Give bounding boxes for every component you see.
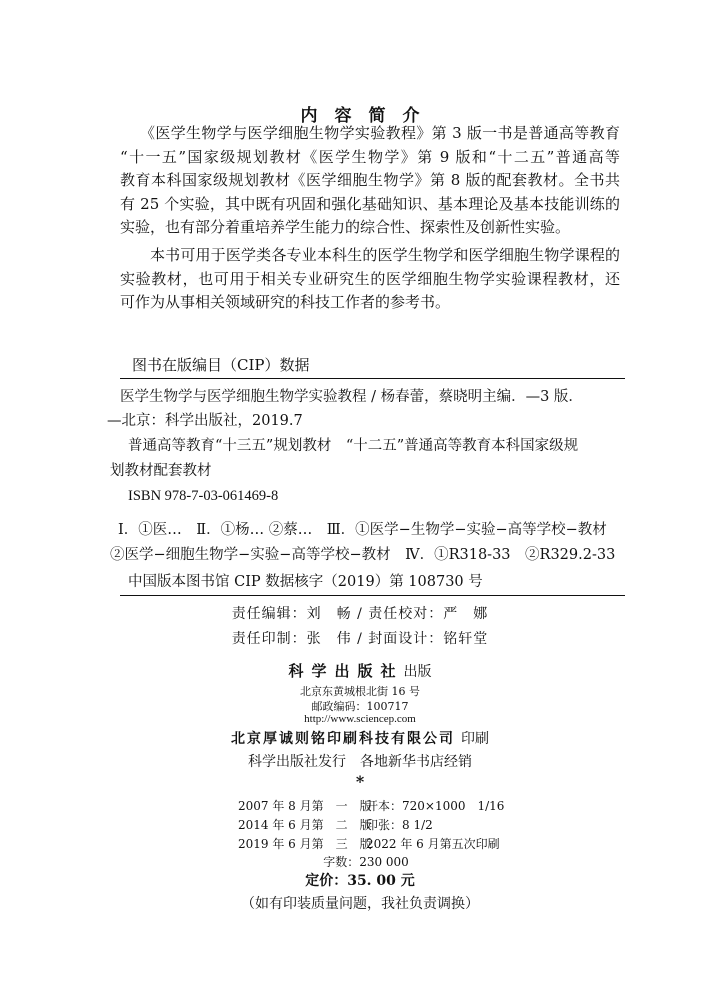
publisher-address: 北京东黄城根北街 16 号 — [300, 685, 420, 698]
intro-paragraph-2 — [120, 244, 620, 315]
edition-info: 印张：8 1/2 — [366, 818, 433, 832]
edition-date: 2014 年 6 月第 二 版 — [238, 818, 372, 832]
intro-line: 实验教材，也可用于相关专业研究生的医学细胞生物学实验课程教材，还 — [120, 269, 620, 288]
cip-line: 医学生物学与医学细胞生物学实验教程 / 杨春蕾，蔡晓明主编．—3 版． — [120, 389, 583, 405]
cip-number: 中国版本图书馆 CIP 数据核字（2019）第 108730 号 — [128, 574, 483, 590]
intro-line: 教育本科国家级规划教材《医学细胞生物学》第 8 版的配套教材。全书共 — [120, 171, 620, 190]
cip-bottom-rule — [120, 595, 625, 596]
publisher-line — [0, 660, 720, 681]
publisher-url: http://www.sciencep.com — [304, 713, 416, 725]
intro-paragraph-1 — [120, 122, 620, 240]
printer-name: 北京厚诚则铭印刷科技有限公司 — [231, 731, 455, 747]
page-title: 内容简介 — [300, 106, 437, 126]
edition-table — [238, 797, 538, 854]
edition-row — [238, 816, 538, 835]
printer-suffix: 印刷 — [461, 731, 489, 747]
printer-line — [0, 728, 720, 748]
edition-info: 2022 年 6 月第五次印刷 — [366, 837, 500, 851]
intro-line: 本书可用于医学类各专业本科生的医学生物学和医学细胞生物学课程的 — [150, 246, 620, 264]
edition-row — [238, 797, 538, 816]
credits-line-1: 责任编辑：刘 畅 / 责任校对：严 娜 — [231, 606, 489, 622]
edition-row — [238, 835, 538, 854]
cip-line: 划教材配套教材 — [110, 463, 212, 479]
intro-line: 有 25 个实验，其中既有巩固和强化基础知识、基本理论及基本技能训练的 — [120, 194, 620, 213]
publisher-suffix: 出版 — [403, 664, 432, 680]
cip-line: 普通高等教育“十三五”规划教材 “十二五”普通高等教育本科国家级规 — [128, 438, 579, 454]
publisher-postcode: 邮政编码：100717 — [311, 700, 409, 713]
edition-info: 开本：720×1000 1/16 — [366, 799, 505, 813]
publisher-name: 科学出版社 — [288, 662, 404, 680]
intro-line: 可作为从事相关领域研究的科技工作者的参考书。 — [120, 293, 451, 312]
edition-date: 2007 年 8 月第 一 版 — [238, 799, 372, 813]
replacement-note: （如有印装质量问题，我社负责调换） — [241, 896, 479, 912]
cip-line: Ⅰ．①医… Ⅱ．①杨… ②蔡… Ⅲ．①医学−生物学−实验−高等学校−教材 — [118, 522, 607, 538]
cip-line: ②医学−细胞生物学−实验−高等学校−教材 Ⅳ．①R318-33 ②R329.2-33 — [110, 547, 616, 563]
separator-star: * — [355, 772, 365, 791]
isbn: ISBN 978-7-03-061469-8 — [128, 488, 279, 504]
price: 定价：35. 00 元 — [305, 873, 415, 889]
cip-line: —北京：科学出版社，2019.7 — [107, 413, 303, 429]
intro-line: 《医学生物学与医学细胞生物学实验教程》第 3 版一书是普通高等教育 — [140, 124, 620, 142]
intro-line: 实验，也有部分着重培养学生能力的综合性、探索性及创新性实验。 — [120, 218, 571, 237]
credits-line-2: 责任印制：张 伟 / 封面设计：铭轩堂 — [231, 631, 489, 647]
cip-top-rule — [120, 378, 625, 379]
cip-heading: 图书在版编目（CIP）数据 — [132, 356, 310, 374]
edition-date: 2019 年 6 月第 三 版 — [238, 837, 372, 851]
word-count: 字数：230 000 — [323, 855, 409, 869]
distribution-line: 科学出版社发行 各地新华书店经销 — [248, 754, 472, 770]
intro-line: “十一五”国家级规划教材《医学生物学》第 9 版和“十二五”普通高等 — [120, 147, 620, 166]
